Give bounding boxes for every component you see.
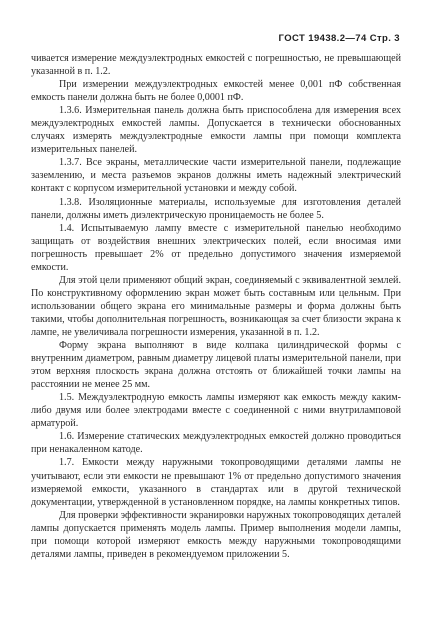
page-header: ГОСТ 19438.2—74 Стр. 3 xyxy=(278,33,400,44)
paragraph: Для этой цели применяют общий экран, соединяемый с эквивалентной землей. По конструктивному оформлению экран может быть составным или цельным. При использовании общего экрана его минимальные размеры и форма должны быть такими, чтобы дополнительная погрешность, возникающая за счет близости экрана к лампе, не увеличивала погрешности измерения, указанной в п. 1.2. xyxy=(31,274,401,338)
paragraph: 1.6. Измерение статических междуэлектродных емкостей должно проводиться при ненакаленном катоде. xyxy=(31,431,401,456)
paragraph: Форму экрана выполняют в виде колпака цилиндрической формы с внутренним диаметром, равным диаметру лицевой платы измерительной панели, при этом верхняя плоскость экрана должна отстоять от ближайшей точки лампы на расстоянии не менее 25 мм. xyxy=(31,340,401,391)
paragraph: 1.5. Междуэлектродную емкость лампы измеряют как емкость между каким-либо двумя или более электродами вместе с соединенной с ними внутриламповой арматурой. xyxy=(31,392,401,430)
paragraph: чивается измерение междуэлектродных емкостей с погрешностью, не превышающей указанной в п. 1.2. xyxy=(31,53,401,78)
paragraph: 1.3.6. Измерительная панель должна быть приспособлена для измерения всех междуэлектродных емкостей лампы. Допускается в технически обоснованных случаях измерять междуэлектродные емкости лампы при помощи комплекта измерительных панелей. xyxy=(31,105,401,156)
document-body xyxy=(31,52,401,561)
paragraph: 1.3.7. Все экраны, металлические части измерительной панели, подлежащие заземлению, и места разъемов экранов должны иметь надежный электрический контакт с корпусом измерительной установки и между собой. xyxy=(31,157,401,195)
paragraph: Для проверки эффективности экранировки наружных токопроводящих деталей лампы допускается применять модель лампы. Пример выполнения модели лампы, при помощи которой измеряют емкость между наружными токопроводящими деталями лампы, приведен в рекомендуемом приложении 5. xyxy=(31,509,401,560)
paragraph: 1.4. Испытываемую лампу вместе с измерительной панелью необходимо защищать от воздействия внешних электрических полей, если вносимая ими погрешность превышает 2% от предельно допустимого значения измеряемой емкости. xyxy=(31,222,401,273)
paragraph: 1.3.8. Изоляционные материалы, используемые для изготовления деталей панели, должны иметь диэлектрическую проницаемость не более 5. xyxy=(31,196,401,221)
paragraph: При измерении междуэлектродных емкостей менее 0,001 пФ собственная емкость панели должна быть не более 0,0001 пФ. xyxy=(31,79,401,104)
paragraph: 1.7. Емкости между наружными токопроводящими деталями лампы не учитывают, если эти емкости не превышают 1% от предельно допустимого значения измеряемой емкости, указанного в стандартах или в другой технической документации, утвержденной в установленном порядке, на лампы конкретных типов. xyxy=(31,457,401,508)
